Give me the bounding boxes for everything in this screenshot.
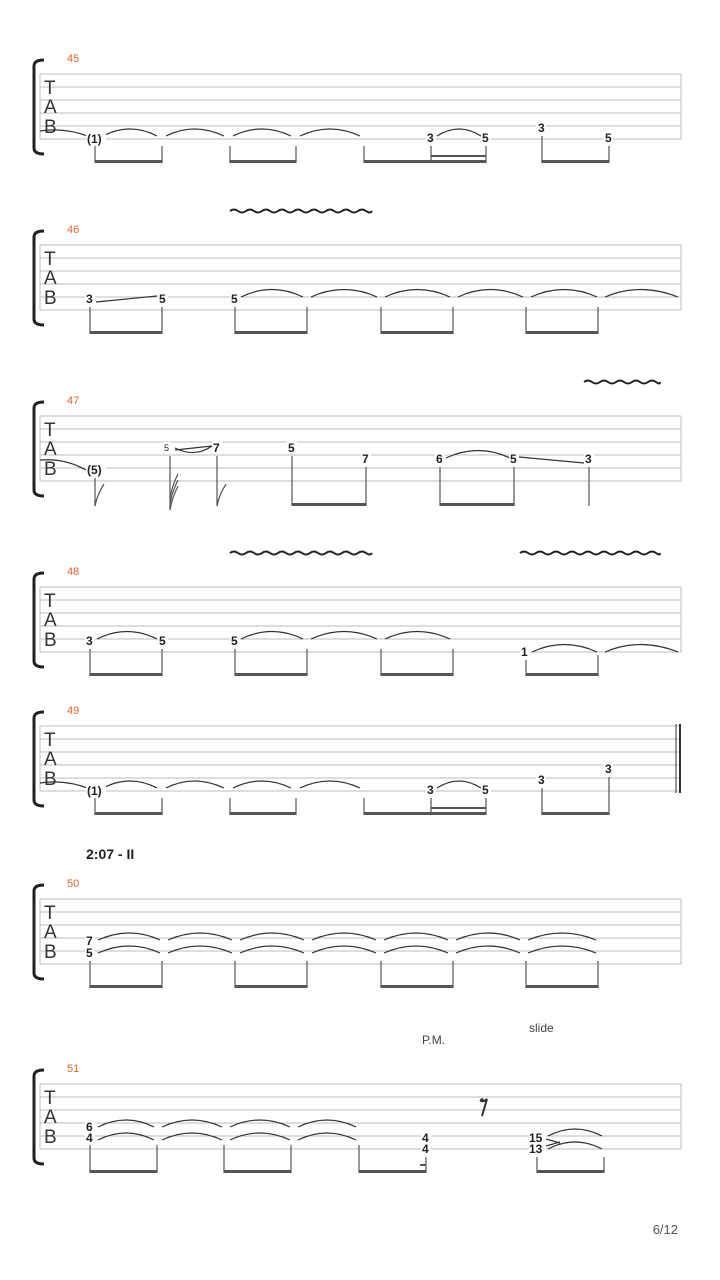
vibrato-mark bbox=[584, 381, 660, 384]
tab-clef-b: B bbox=[44, 459, 57, 480]
fret-note: 15 bbox=[529, 1131, 543, 1145]
fret-note: (1) bbox=[87, 784, 102, 798]
fret-note: (5) bbox=[87, 463, 102, 477]
tab-clef-a: A bbox=[44, 922, 57, 943]
fret-note: 4 bbox=[422, 1131, 429, 1145]
tab-clef-t: T bbox=[44, 903, 56, 924]
system-51 bbox=[34, 1021, 681, 1173]
grace-note: 5 bbox=[164, 443, 170, 453]
slide-label: slide bbox=[529, 1021, 554, 1035]
tab-clef-a: A bbox=[44, 439, 57, 460]
fret-note: 5 bbox=[605, 131, 612, 145]
tab-clef-t: T bbox=[44, 591, 56, 612]
fret-note: 13 bbox=[529, 1142, 543, 1156]
measure-number: 45 bbox=[67, 53, 80, 65]
fret-note: 7 bbox=[213, 441, 220, 455]
fret-note: 3 bbox=[605, 762, 612, 776]
fret-note: 5 bbox=[288, 441, 295, 455]
fret-note: 5 bbox=[86, 946, 93, 960]
tab-clef-t: T bbox=[44, 1088, 56, 1109]
fret-note: 3 bbox=[86, 292, 93, 306]
tab-clef-a: A bbox=[44, 749, 57, 770]
tab-clef-a: A bbox=[44, 268, 57, 289]
fret-note: 5 bbox=[482, 783, 489, 797]
section-marker: 2:07 - II bbox=[86, 846, 135, 862]
fret-note: 3 bbox=[86, 634, 93, 648]
fret-note: 7 bbox=[86, 934, 93, 948]
fret-note: 3 bbox=[427, 131, 434, 145]
measure-number: 46 bbox=[67, 224, 80, 236]
tab-clef-b: B bbox=[44, 288, 57, 309]
rest-icon bbox=[480, 1099, 487, 1116]
vibrato-mark bbox=[230, 552, 372, 555]
tab-clef-b: B bbox=[44, 769, 57, 790]
fret-note: 5 bbox=[159, 292, 166, 306]
fret-note: 3 bbox=[538, 121, 545, 135]
tab-clef-b: B bbox=[44, 630, 57, 651]
fret-note: 6 bbox=[436, 452, 443, 466]
vibrato-mark bbox=[520, 552, 660, 555]
tab-clef-t: T bbox=[44, 730, 56, 751]
fret-note: 1 bbox=[521, 645, 528, 659]
measure-number: 49 bbox=[67, 705, 80, 717]
tab-clef-b: B bbox=[44, 1127, 57, 1148]
palm-mute-label: P.M. bbox=[422, 1033, 446, 1047]
fret-note: (1) bbox=[87, 132, 102, 146]
fret-note: 4 bbox=[86, 1131, 93, 1145]
fret-note: 5 bbox=[510, 452, 517, 466]
fret-note: 4 bbox=[422, 1142, 429, 1156]
fret-note: 3 bbox=[538, 773, 545, 787]
fret-note: 7 bbox=[362, 452, 369, 466]
system-50 bbox=[34, 846, 681, 988]
measure-number: 50 bbox=[67, 878, 80, 890]
system-46 bbox=[34, 210, 681, 335]
measure-number: 51 bbox=[67, 1063, 80, 1075]
final-barline bbox=[676, 724, 680, 793]
vibrato-mark bbox=[230, 210, 372, 213]
fret-note: 6 bbox=[86, 1120, 93, 1134]
system-48 bbox=[34, 552, 681, 677]
tab-clef-t: T bbox=[44, 78, 56, 99]
tab-clef-b: B bbox=[44, 117, 57, 138]
tab-clef-b: B bbox=[44, 942, 57, 963]
fret-note: 5 bbox=[159, 634, 166, 648]
tab-clef-t: T bbox=[44, 420, 56, 441]
fret-note: 3 bbox=[585, 452, 592, 466]
tab-clef-a: A bbox=[44, 610, 57, 631]
fret-note: 5 bbox=[482, 131, 489, 145]
tab-clef-a: A bbox=[44, 1107, 57, 1128]
fret-note: 5 bbox=[231, 634, 238, 648]
system-47 bbox=[34, 381, 681, 511]
system-45 bbox=[34, 53, 681, 163]
tab-clef-a: A bbox=[44, 97, 57, 118]
fret-note: 5 bbox=[231, 292, 238, 306]
page-number: 6/12 bbox=[652, 1222, 678, 1237]
measure-number: 47 bbox=[67, 395, 80, 407]
measure-number: 48 bbox=[67, 566, 80, 578]
tab-clef-t: T bbox=[44, 249, 56, 270]
system-49 bbox=[34, 705, 681, 815]
fret-note: 3 bbox=[427, 783, 434, 797]
